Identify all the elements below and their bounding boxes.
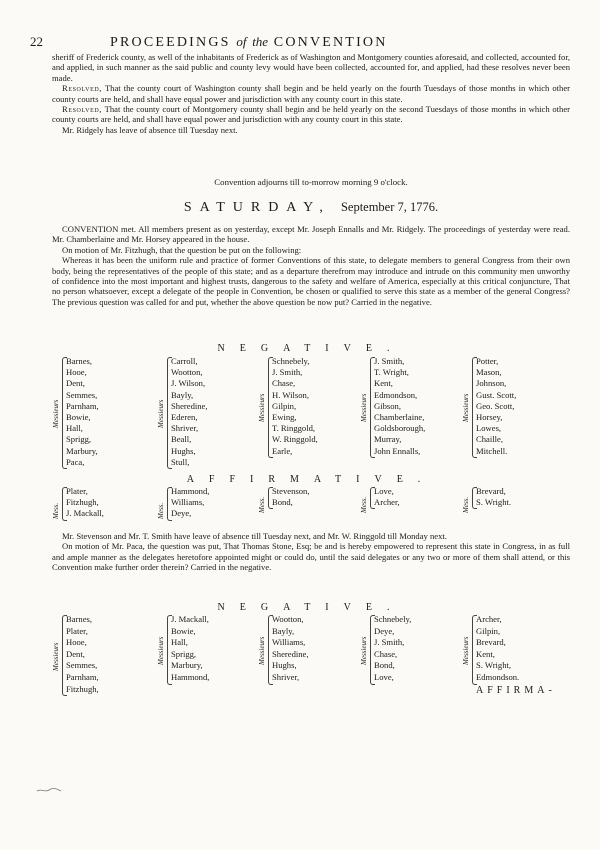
name-column xyxy=(272,356,318,457)
member-name: Bond, xyxy=(272,497,293,508)
member-name: Bayly, xyxy=(272,625,295,636)
member-name: Lowes, xyxy=(476,423,502,434)
catchword: AFFIRMA- xyxy=(476,685,556,696)
member-name: Geo. Scott, xyxy=(476,400,515,411)
middle-proceedings xyxy=(52,531,570,573)
member-name: Barnes, xyxy=(66,356,93,366)
member-name: Hammond, xyxy=(171,486,210,496)
page-number: 22 xyxy=(30,34,43,49)
paragraph-convention-met: CONVENTION met. All members present as on yesterday, except Mr. Joseph Ennalls and Mr. Ridgely. The proceedings of yesterday were read. Mr. Chamberlaine and Mr. Horsey appeared in the house. xyxy=(52,224,570,245)
member-name: Gilpin, xyxy=(476,625,501,636)
member-name: S. Wright, xyxy=(476,660,512,671)
member-name: J. Smith, xyxy=(374,356,405,366)
member-name: Plater, xyxy=(66,486,88,496)
member-name: Kent, xyxy=(476,648,495,659)
member-name: Fitzhugh, xyxy=(66,683,99,694)
member-name: Paca, xyxy=(66,456,85,467)
messieurs-label: Messieurs xyxy=(360,636,368,665)
member-name: Bowie, xyxy=(66,412,91,423)
member-name: Goldsborough, xyxy=(374,423,426,434)
member-name: Hooe, xyxy=(66,637,87,648)
paragraph-paca-motion: On motion of Mr. Paca, the question was put, That Thomas Stone, Esq; be and is hereby empowered to represent this state in Congress, in as full and ample manner as the delegates heretofore appointed might or could do, until the said delegates or any two or more of them shall attend, or this Convention make further order therein? Carried in the negative. xyxy=(52,541,570,573)
member-name: Archer, xyxy=(374,497,400,508)
messieurs-label: Mess. xyxy=(157,502,165,519)
adjournment-line: Convention adjourns till to-morrow morning 9 o'clock. xyxy=(214,177,408,187)
member-name: Hooe, xyxy=(66,367,87,378)
resolution-text: That the county court of Washington county shall begin and be held yearly on the fourth Tuesdays of those months in which other county courts are held, and shall have equal power and jurisdiction with any county court in this state. xyxy=(52,83,570,104)
member-name: Chaille, xyxy=(476,434,503,445)
member-name: Gibson, xyxy=(374,400,401,411)
member-name: Earle, xyxy=(272,445,293,456)
messieurs-label: Messieurs xyxy=(462,636,470,665)
resolved-word: Resolved, xyxy=(62,83,103,94)
paragraph-montgomery xyxy=(52,104,570,125)
member-name: Schnebely, xyxy=(374,614,412,624)
member-name: Mitchell. xyxy=(476,445,508,456)
messieurs-label: Mess. xyxy=(360,497,368,514)
member-name: Kent, xyxy=(374,378,393,389)
member-name: Hughs, xyxy=(272,660,297,671)
resolution-block xyxy=(52,52,570,135)
ink-scribble-mark xyxy=(36,786,62,794)
member-name: W. Ringgold, xyxy=(272,434,318,445)
member-name: Sheredine, xyxy=(272,648,309,659)
paragraph-leave-absence: Mr. Stevenson and Mr. T. Smith have leave of absence till Tuesday next, and Mr. W. Ringgold till Monday next. xyxy=(62,531,447,541)
messieurs-label: Mess. xyxy=(462,497,470,514)
messieurs-label: Messieurs xyxy=(258,394,266,423)
member-name: Bowie, xyxy=(171,625,196,636)
title-convention: CONVENTION xyxy=(273,35,388,50)
title-of: of xyxy=(236,34,247,49)
name-column xyxy=(374,486,400,508)
name-column xyxy=(66,614,99,695)
member-name: Bayly, xyxy=(171,389,194,400)
member-name: Horsey, xyxy=(476,412,503,423)
member-name: Williams, xyxy=(272,637,306,648)
messieurs-label: Messieurs xyxy=(462,394,470,423)
member-name: Plater, xyxy=(66,625,88,636)
name-column xyxy=(272,614,309,684)
member-name: Bond, xyxy=(374,660,395,671)
member-name: Dent, xyxy=(66,378,85,389)
paragraph-sheriff: sheriff of Frederick county, as well of the inhabitants of Frederick as of Washington and Montgomery counties aforesaid, and collected, accounted for, and applied, in such manner as the said public and county levy would have been collected, accounted for, and applied, had these resolves never been made. xyxy=(52,52,570,83)
member-name: Archer, xyxy=(476,614,502,624)
member-name: Murray, xyxy=(374,434,402,445)
member-name: Brevard, xyxy=(476,486,506,496)
member-name: H. Wilson, xyxy=(272,389,309,400)
date: September 7, 1776. xyxy=(340,200,439,214)
member-name: S. Wright. xyxy=(476,497,512,508)
member-name: Gilpin, xyxy=(272,400,297,411)
member-name: Johnson, xyxy=(476,378,507,389)
member-name: Chamberlaine, xyxy=(374,412,425,423)
name-column xyxy=(374,614,411,684)
member-name: T. Ringgold, xyxy=(272,423,316,434)
member-name: Hughs, xyxy=(171,445,196,456)
member-name: Deye, xyxy=(171,508,192,519)
member-name: Semmes, xyxy=(66,660,98,671)
name-column xyxy=(272,486,309,508)
member-name: Sprigg, xyxy=(171,648,197,659)
title-the: the xyxy=(252,34,269,49)
vote2-negative-heading: NEGATIVE. xyxy=(217,602,405,613)
member-name: T. Wright, xyxy=(374,367,409,378)
member-name: Mason, xyxy=(476,367,502,378)
member-name: Dent, xyxy=(66,648,85,659)
title-proceedings: PROCEEDINGS xyxy=(110,35,231,50)
resolution-text: That the county court of Montgomery county shall begin and be held yearly on the second Tuesdays of those months in which other county courts are held, and shall have equal power and jurisdiction with any county court in this state. xyxy=(52,104,570,125)
member-name: Love, xyxy=(374,486,394,496)
day-heading xyxy=(52,200,570,216)
member-name: J. Smith, xyxy=(374,637,405,648)
member-name: Shriver, xyxy=(171,423,199,434)
paragraph-whereas: Whereas it has been the uniform rule and practice of former Conventions of this state, to delegate members to general Congress from their own body, being the representatives of the people of this state; and as a departure therefrom may introduce and intrude on this community men unworthy of confidence into the most important and highest trusts, dangerous to the safety and welfare of America, especially at this critical conjuncture, That no person whatsoever, except a delegate of the people in Convention, be chosen or qualified to serve this state as a member of the general Congress? The previous question was called for and put, whether the above question be now put? Carried in the negative. xyxy=(52,255,570,307)
member-name: Love, xyxy=(374,671,394,682)
member-name: Wootton, xyxy=(171,367,203,378)
member-name: Parnham, xyxy=(66,671,99,682)
resolved-word: Resolved, xyxy=(62,104,103,115)
member-name: Semmes, xyxy=(66,389,98,400)
member-name: Ewing, xyxy=(272,412,297,423)
messieurs-label: Messieurs xyxy=(52,642,60,671)
member-name: Brevard, xyxy=(476,637,506,648)
member-name: Fitzhugh, xyxy=(66,497,99,508)
running-title xyxy=(110,34,388,51)
name-column xyxy=(171,614,209,684)
member-name: Carroll, xyxy=(171,356,198,366)
messieurs-label: Messieurs xyxy=(258,636,266,665)
member-name: J. Mackall, xyxy=(171,614,209,624)
member-name: Barnes, xyxy=(66,614,93,624)
member-name: Shriver, xyxy=(272,671,300,682)
name-column xyxy=(171,356,208,468)
member-name: Hall, xyxy=(66,423,83,434)
paragraph-washington xyxy=(52,83,570,104)
member-name: Sprigg, xyxy=(66,434,92,445)
member-name: Potter, xyxy=(476,356,499,366)
member-name: Chase, xyxy=(374,648,398,659)
member-name: Gust. Scott, xyxy=(476,389,517,400)
member-name: Chase, xyxy=(272,378,296,389)
saturday-proceedings xyxy=(52,224,570,307)
member-name: Wootton, xyxy=(272,614,304,624)
running-header xyxy=(30,34,560,50)
name-column xyxy=(476,614,519,684)
member-name: J. Wilson, xyxy=(171,378,206,389)
messieurs-label: Messieurs xyxy=(157,399,165,428)
member-name: Deye, xyxy=(374,625,395,636)
member-name: Williams, xyxy=(171,497,205,508)
messieurs-label: Mess. xyxy=(52,502,60,519)
member-name: Ederen, xyxy=(171,412,198,423)
member-name: Marbury, xyxy=(66,445,98,456)
paragraph-fitzhugh-motion: On motion of Mr. Fitzhugh, that the question be put on the following: xyxy=(62,244,302,255)
name-column xyxy=(476,486,511,508)
member-name: Sheredine, xyxy=(171,400,208,411)
member-name: Stevenson, xyxy=(272,486,310,496)
messieurs-label: Messieurs xyxy=(52,399,60,428)
messieurs-label: Messieurs xyxy=(157,636,165,665)
paragraph-ridgely-leave: Mr. Ridgely has leave of absence till Tuesday next. xyxy=(62,124,238,135)
name-column xyxy=(66,486,104,520)
member-name: J. Mackall, xyxy=(66,508,104,519)
member-name: Marbury, xyxy=(171,660,203,671)
member-name: John Ennalls, xyxy=(374,445,421,456)
member-name: Beall, xyxy=(171,434,192,445)
member-name: Hall, xyxy=(171,637,188,648)
messieurs-label: Mess. xyxy=(258,497,266,514)
member-name: Schnebely, xyxy=(272,356,310,366)
messieurs-label: Messieurs xyxy=(360,394,368,423)
name-column xyxy=(171,486,209,520)
name-column xyxy=(66,356,99,468)
name-column xyxy=(374,356,425,457)
member-name: Parnham, xyxy=(66,400,99,411)
weekday: SATURDAY, xyxy=(183,200,331,215)
name-column xyxy=(476,356,516,457)
member-name: Hammond, xyxy=(171,671,210,682)
member-name: Edmondson. xyxy=(476,671,520,682)
member-name: Edmondson, xyxy=(374,389,418,400)
vote1-affirmative-heading: AFFIRMATIVE. xyxy=(186,474,436,485)
member-name: J. Smith, xyxy=(272,367,303,378)
vote1-negative-heading: NEGATIVE. xyxy=(217,343,405,354)
member-name: Stull, xyxy=(171,456,190,467)
